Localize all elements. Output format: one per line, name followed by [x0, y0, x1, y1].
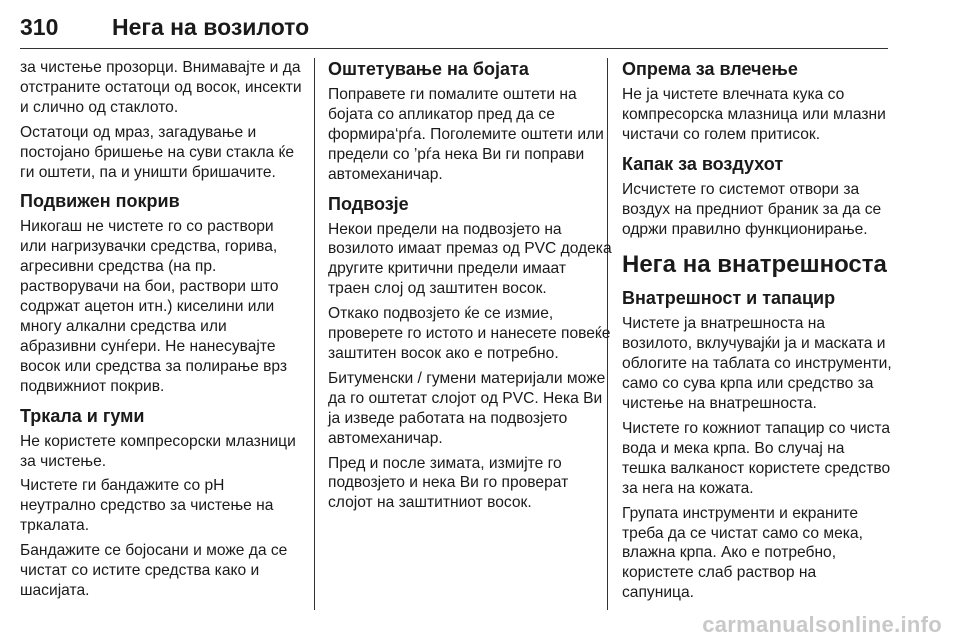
section-heading: Опрема за влечење: [622, 59, 798, 79]
paragraph: Не користете компресорски млазници за чистење.: [20, 432, 296, 470]
paragraph: Чистете го кожниот тапацир со чиста вода и мека крпа. Во случај на тешка валканост користете средство за нега на кожата.: [622, 419, 891, 497]
column-divider: [314, 58, 315, 610]
column-1: [20, 58, 304, 606]
paragraph: Поправете ги помалите оштети на бојата со апликатор пред да се формира‘рѓа. Поголемите оштети или предели со ’рѓа нека Ви ги поправи автомеханичар.: [328, 86, 604, 183]
section-heading: Капак за воздухот: [622, 153, 784, 174]
paragraph: Групата инструменти и екраните треба да се чистат само со мека, влажна крпа. Ако е потребно, користете слаб раствор на сапуница.: [622, 504, 863, 602]
paragraph: Не ја чистете влечната кука со компресорска млазница или млазни чистачи со голем притисок.: [622, 86, 886, 143]
paragraph: Некои предели на подвозјето на возилото имаат премаз од PVC додека другите критични предели имаат траен слој од заштитен восок.: [328, 220, 612, 298]
paragraph: Чистете ја внатрешноста на возилото, вклучувајќи ја и маската и облогите на таблата со инструменти, само со сува крпа или средство за чистење на внатрешноста.: [622, 315, 892, 413]
section-heading: Тркала и гуми: [20, 405, 145, 426]
section-heading: Оштетување на бојата: [328, 59, 529, 79]
paragraph: Исчистете го системот отвори за воздух на предниот браник за да се одржи правилно функционирање.: [622, 180, 882, 238]
paragraph: Битуменски / гумени материјали може да го оштетат слојот од PVC. Нека Ви ја изведе работата на подвозјето автомеханичар.: [328, 369, 606, 447]
paragraph: Никогаш не чистете го со раствори или нагризувачки средства, горива, агресивни средства (на пр. растворувачи на бои, раствори што содржат ацетон итн.) киселини или многу алкални средства или абразивни сунѓери. Не нанесувајте восок или средства за полирање врз подвижниот покрив.: [20, 218, 288, 395]
page-title: Нега на возилото: [112, 14, 310, 40]
section-heading: Нега на внатрешноста: [622, 251, 887, 279]
paragraph: Остатоци од мраз, загадување и постојано бришење на суви стакла ќе ги оштети, па и уништи бришачите.: [20, 123, 295, 181]
paragraph: Откако подвозјето ќе се измие, проверете го истото и нанесете повеќе заштитен восок ако е потребно.: [328, 305, 611, 362]
watermark: carmanualsonline.info: [702, 612, 942, 637]
column-2: [328, 58, 612, 518]
section-heading: Подвозје: [328, 193, 409, 214]
page-header: [20, 14, 888, 49]
paragraph: за чистење прозорци. Внимавајте и да отстраните остатоци од восок, инсекти и слично од стаклото.: [20, 59, 302, 116]
column-3: [622, 58, 892, 608]
paragraph: Бандажите се бојосани и може да се чистат со истите средства како и шасијата.: [20, 542, 288, 599]
page-number: 310: [20, 14, 59, 40]
paragraph: Пред и после зимата, измијте го подвозјето и нека Ви го проверат слојот на заштитниот восок.: [328, 454, 569, 512]
paragraph: Чистете ги бандажите со pH неутрално средство за чистење на тркалата.: [20, 477, 274, 535]
section-heading: Внатрешност и тапацир: [622, 288, 836, 309]
section-heading: Подвижен покрив: [20, 191, 180, 212]
